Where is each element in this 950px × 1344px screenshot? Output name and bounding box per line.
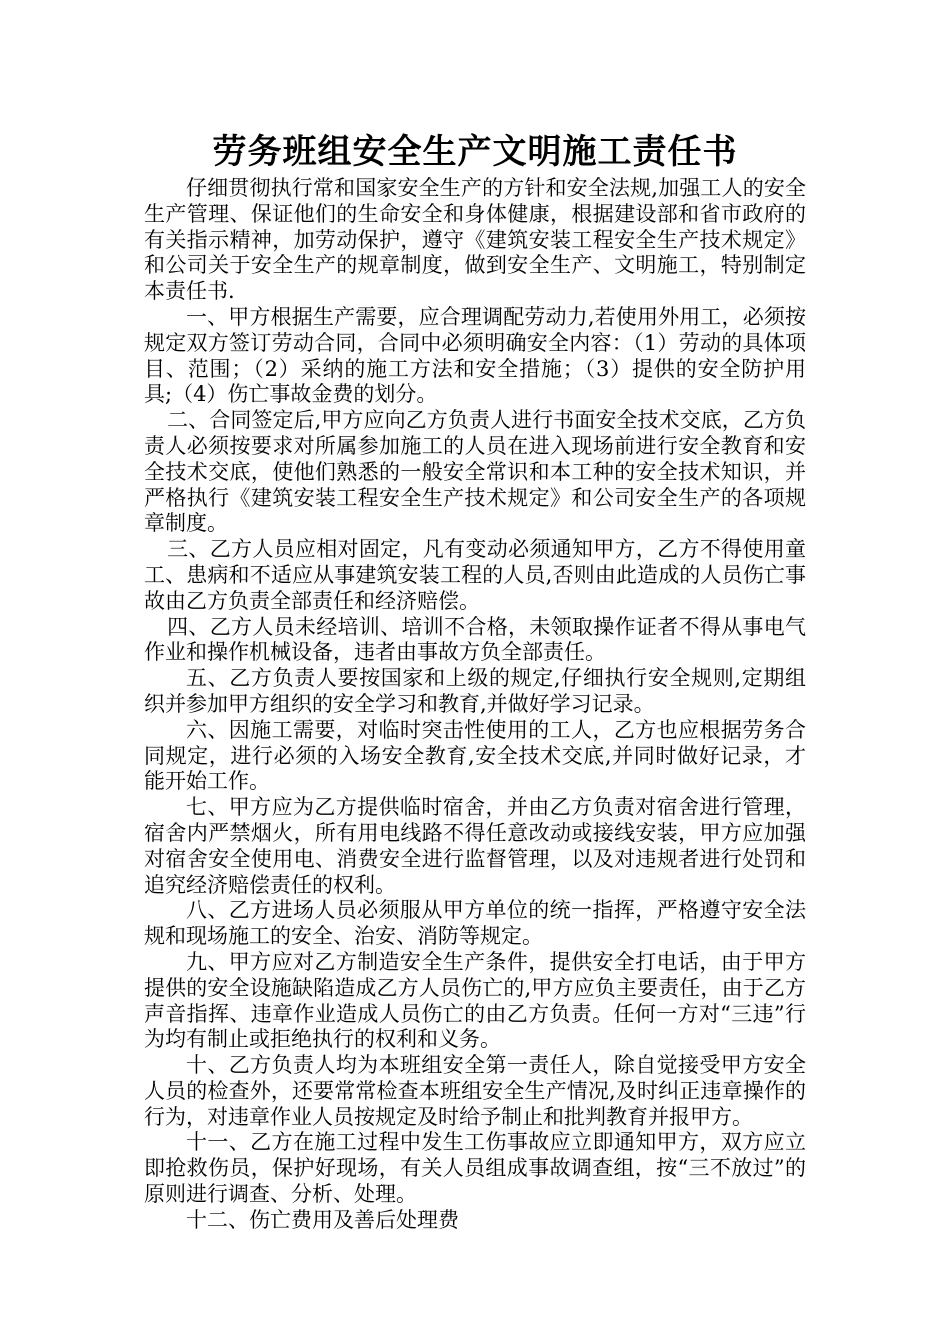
document-title: 劳务班组安全生产文明施工责任书 — [212, 132, 738, 172]
paragraph-clause-2: 二、合同签定后,甲方应向乙方负责人进行书面安全技术交底，乙方负责人必须按要求对所属参加施工的人员在进入现场前进行安全教育和安全技术交底，使他们熟悉的一般安全常识和本工种的安全技术知识，并严格执行《建筑安装工程安全生产技术规定》和公司安全生产的各项规章制度。 — [144, 408, 806, 536]
paragraph-clause-7: 七、甲方应为乙方提供临时宿舍，并由乙方负责对宿舍进行管理，宿舍内严禁烟火，所有用电线路不得任意改动或接线安装，甲方应加强对宿舍安全使用电、消费安全进行监督管理，以及对违规者进行处罚和追究经济赔偿责任的权利。 — [144, 795, 806, 897]
paragraph-intro: 仔细贯彻执行常和国家安全生产的方针和安全法规,加强工人的安全生产管理、保证他们的生命安全和身体健康，根据建设部和省市政府的有关指示精神，加劳动保护，遵守《建筑安装工程安全生产技术规定》和公司关于安全生产的规章制度，做到安全生产、文明施工，特别制定本责任书. — [144, 176, 806, 304]
paragraph-clause-6: 六、因施工需要，对临时突击性使用的工人，乙方也应根据劳务合同规定，进行必须的入场安全教育,安全技术交底,并同时做好记录，才能开始工作。 — [144, 717, 806, 794]
paragraph-clause-8: 八、乙方进场人员必须服从甲方单位的统一指挥，严格遵守安全法规和现场施工的安全、治安、消防等规定。 — [144, 898, 806, 949]
paragraph-clause-5: 五、乙方负责人要按国家和上级的规定,仔细执行安全规则,定期组织并参加甲方组织的安全学习和教育,并做好学习记录。 — [144, 666, 806, 716]
paragraph-clause-1: 一、甲方根据生产需要，应合理调配劳动力,若使用外用工，必须按规定双方签订劳动合同，合同中必须明确安全内容：（1）劳动的具体项目、范围；（2）采纳的施工方法和安全措施；（3）提供的安全防护用具;（4）伤亡事故金费的划分。 — [144, 304, 806, 407]
paragraph-clause-3: 三、乙方人员应相对固定，凡有变动必须通知甲方，乙方不得使用童工、患病和不适应从事建筑安装工程的人员,否则由此造成的人员伤亡事故由乙方负责全部责任和经济赔偿。 — [144, 537, 806, 613]
paragraph-clause-9: 九、甲方应对乙方制造安全生产条件，提供安全打电话，由于甲方提供的安全设施缺陷造成乙方人员伤亡的,甲方应负主要责任，由于乙方声音指挥、违章作业造成人员伤亡的由乙方负责。任何一方对“三违”行为均有制止或拒绝执行的权利和义务。 — [144, 949, 806, 1052]
paragraph-clause-11: 十一、乙方在施工过程中发生工伤事故应立即通知甲方，双方应立即抢救伤员，保护好现场，有关人员组成事故调查组，按“三不放过”的原则进行调查、分析、处理。 — [144, 1130, 806, 1207]
paragraph-clause-4: 四、乙方人员未经培训、培训不合格，未领取操作证者不得从事电气作业和操作机械设备，违者由事故方负全部责任。 — [144, 614, 806, 665]
paragraph-clause-10: 十、乙方负责人均为本班组安全第一责任人，除自觉接受甲方安全人员的检查外，还要常常检查本班组安全生产情况,及时纠正违章操作的行为，对违章作业人员按规定及时给予制止和批判教育并报甲方。 — [144, 1053, 806, 1129]
document-page — [144, 128, 806, 1234]
paragraph-clause-12: 十二、伤亡费用及善后处理费 — [186, 1207, 459, 1232]
document-body — [144, 176, 806, 1234]
